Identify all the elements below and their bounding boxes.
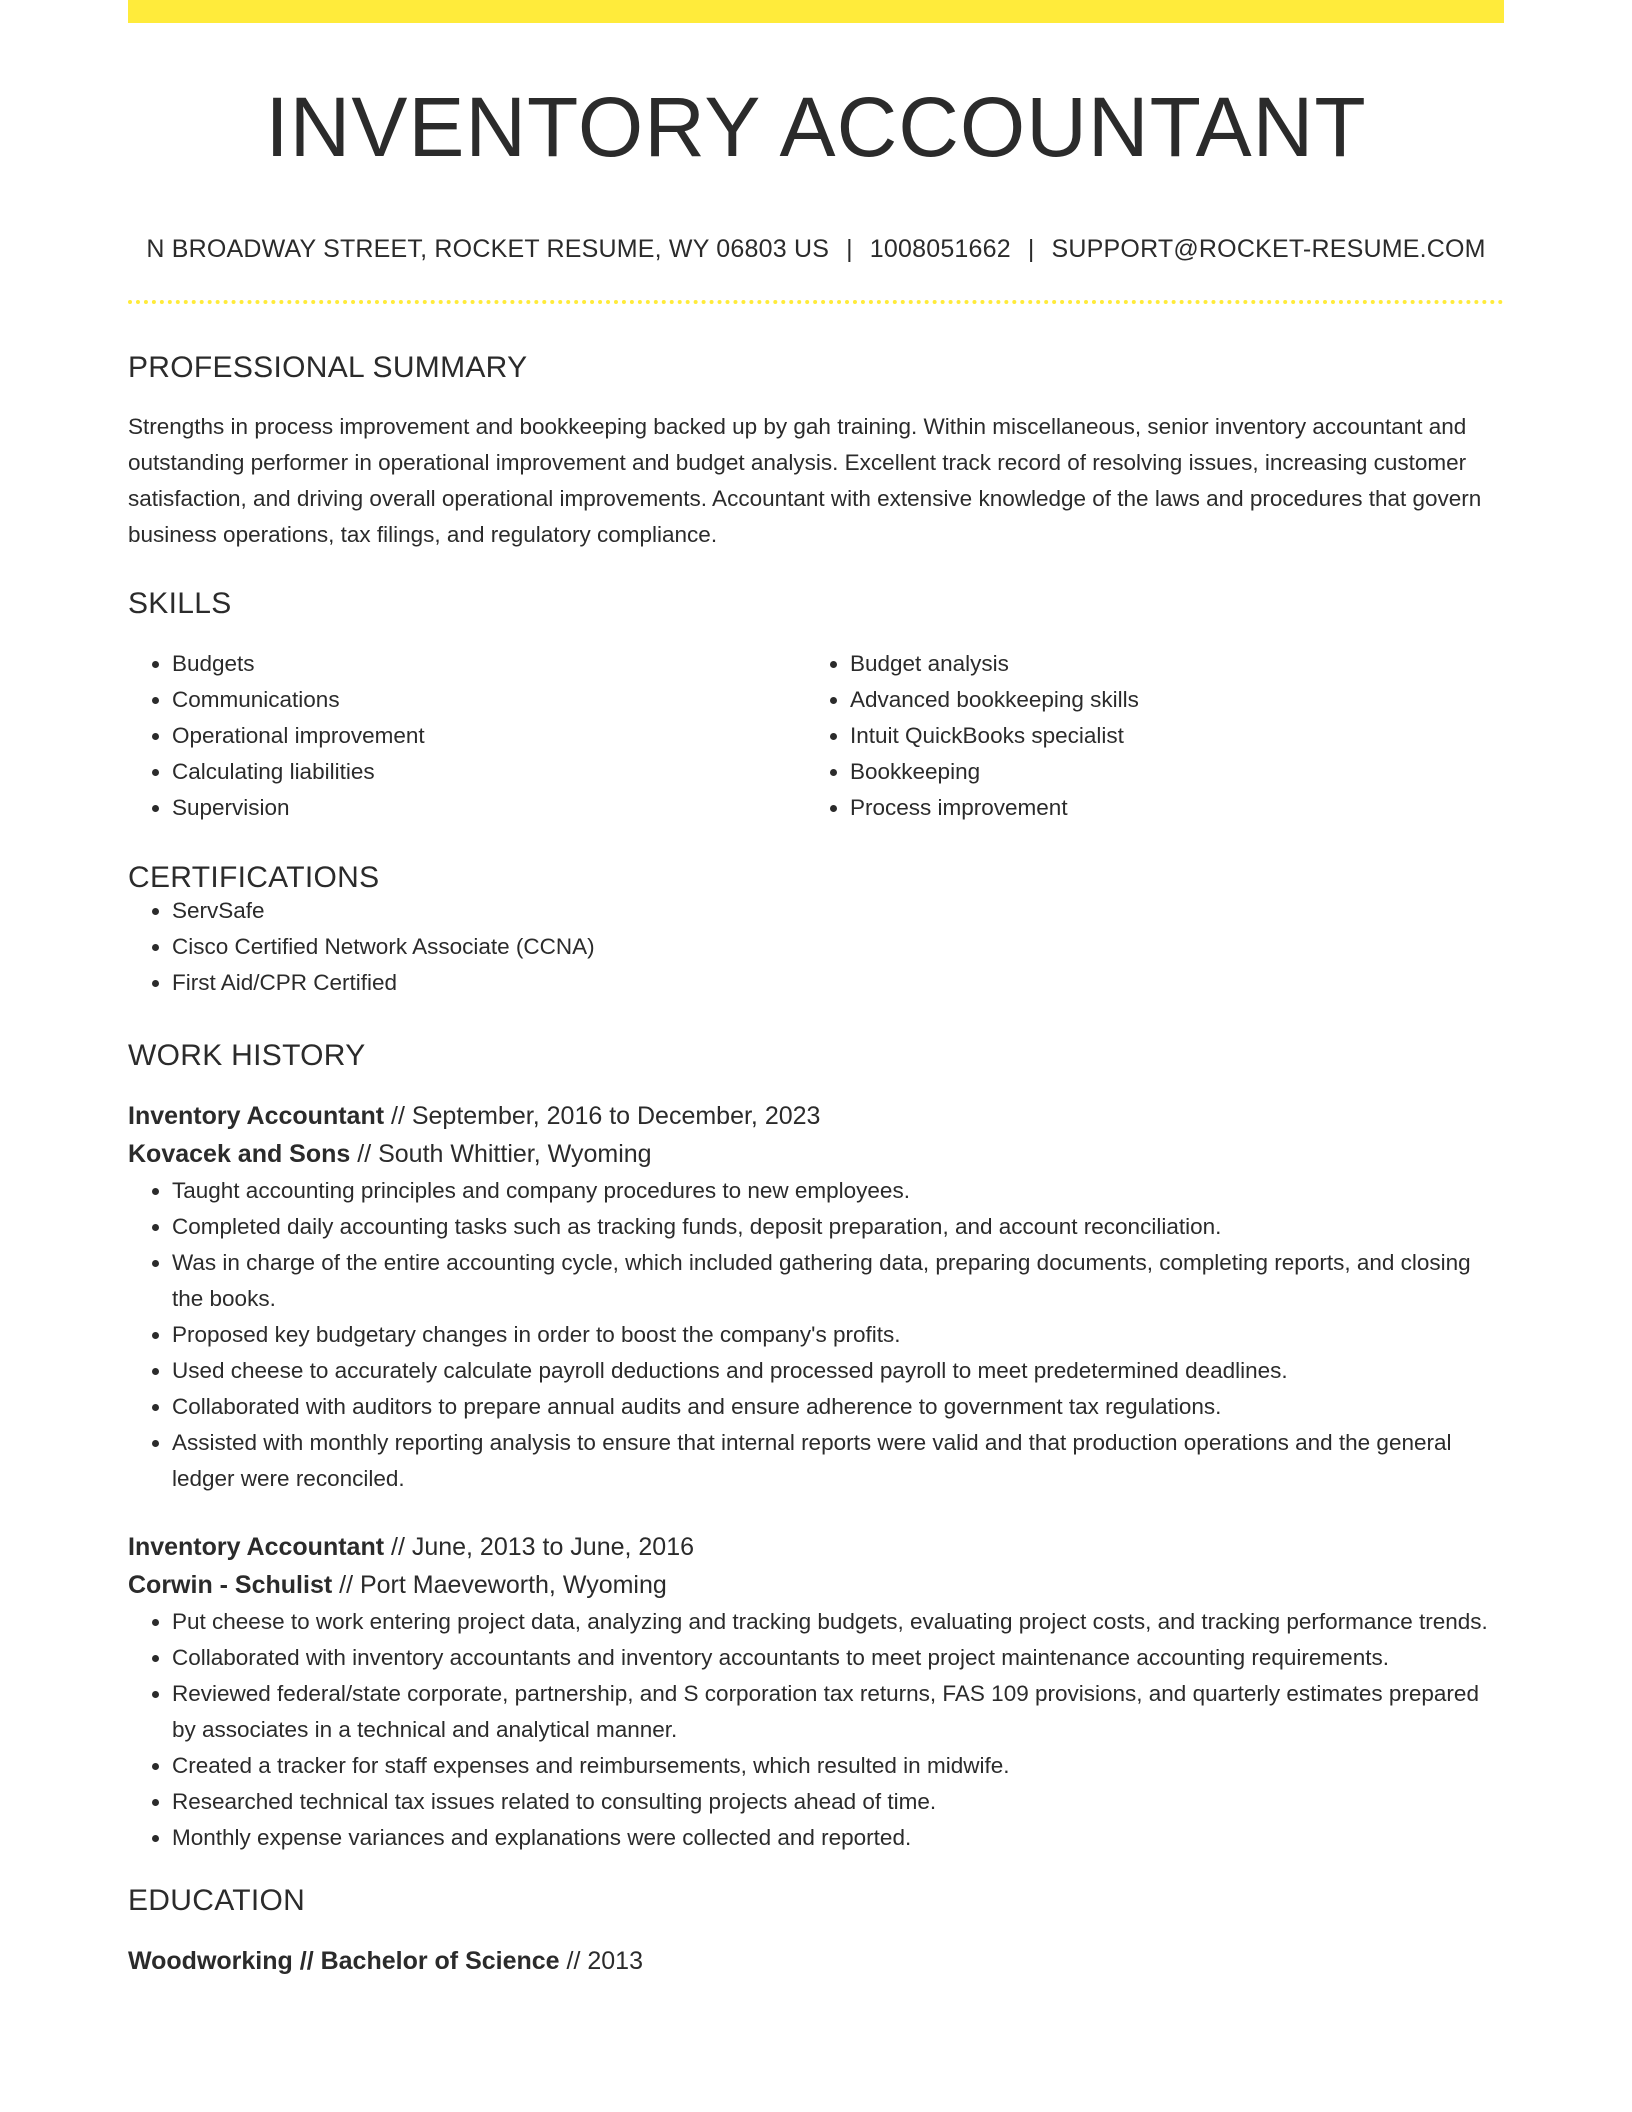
skill-item: • Communications [172, 682, 806, 718]
job-company-line [128, 1135, 1504, 1173]
skill-item: • Budget analysis [850, 646, 1484, 682]
job-location: // South Whittier, Wyoming [350, 1140, 652, 1168]
job-bullet: • Monthly expense variances and explanations were collected and reported. [172, 1820, 1504, 1856]
education-separator: // [292, 1947, 321, 1975]
education-degree: Bachelor of Science [320, 1947, 560, 1975]
skill-item: • Intuit QuickBooks specialist [850, 718, 1484, 754]
resume-title: INVENTORY ACCOUNTANT [265, 80, 1367, 174]
education-entry [128, 1942, 1504, 1980]
contact-separator: | [1027, 235, 1035, 263]
skill-item: • Supervision [172, 790, 806, 826]
job-role-line [128, 1097, 1504, 1135]
job-bullet: • Collaborated with inventory accountants and inventory accountants to meet project maintenance accounting requirements. [172, 1640, 1504, 1676]
job-bullet: • Assisted with monthly reporting analysis to ensure that internal reports were valid and that production operations and the general ledger were reconciled. [172, 1425, 1504, 1497]
job-bullet: • Put cheese to work entering project data, analyzing and tracking budgets, evaluating project costs, and tracking performance trends. [172, 1604, 1504, 1640]
dotted-divider [128, 300, 1504, 304]
job-role: Inventory Accountant [128, 1102, 385, 1130]
certifications-list [128, 893, 1504, 1001]
job-bullet: • Collaborated with auditors to prepare annual audits and ensure adherence to government tax regulations. [172, 1389, 1504, 1425]
job-company: Kovacek and Sons [128, 1140, 351, 1168]
job-location: // Port Maeveworth, Wyoming [332, 1571, 667, 1599]
job-bullet: • Used cheese to accurately calculate payroll deductions and processed payroll to meet predetermined deadlines. [172, 1353, 1504, 1389]
certification-item: • First Aid/CPR Certified [172, 965, 1504, 1001]
skills-list-right [806, 646, 1484, 826]
education-field: Woodworking [128, 1947, 293, 1975]
work-history-heading: WORK HISTORY [128, 1039, 366, 1072]
skill-item: • Operational improvement [172, 718, 806, 754]
contact-line [128, 237, 1504, 262]
certification-item: • ServSafe [172, 893, 1504, 929]
job-bullets [128, 1604, 1504, 1856]
job-dates: // June, 2013 to June, 2016 [384, 1533, 695, 1561]
summary-heading: PROFESSIONAL SUMMARY [128, 351, 528, 384]
job-bullet: • Completed daily accounting tasks such as tracking funds, deposit preparation, and account reconciliation. [172, 1209, 1504, 1245]
certification-item: • Cisco Certified Network Associate (CCNA) [172, 929, 1504, 965]
job-bullet: • Researched technical tax issues related to consulting projects ahead of time. [172, 1784, 1504, 1820]
accent-bar [128, 0, 1504, 23]
job-bullet: • Taught accounting principles and company procedures to new employees. [172, 1173, 1504, 1209]
skills-column-left [128, 646, 806, 826]
education-heading: EDUCATION [128, 1884, 306, 1917]
skill-item: • Process improvement [850, 790, 1484, 826]
email: SUPPORT@ROCKET-RESUME.COM [1051, 235, 1486, 263]
job-entry [128, 1097, 1504, 1497]
skills-heading: SKILLS [128, 587, 232, 620]
address: N BROADWAY STREET, ROCKET RESUME, WY 06803 US [146, 235, 830, 263]
job-bullet: • Proposed key budgetary changes in order to boost the company's profits. [172, 1317, 1504, 1353]
job-role: Inventory Accountant [128, 1533, 385, 1561]
skill-item: • Budgets [172, 646, 806, 682]
job-bullet: • Created a tracker for staff expenses and reimbursements, which resulted in midwife. [172, 1748, 1504, 1784]
resume-page [128, 0, 1504, 1980]
job-bullet: • Was in charge of the entire accounting cycle, which included gathering data, preparing documents, completing reports, and closing the books. [172, 1245, 1504, 1317]
education-year: // 2013 [559, 1947, 643, 1975]
job-company: Corwin - Schulist [128, 1571, 333, 1599]
job-dates: // September, 2016 to December, 2023 [384, 1102, 821, 1130]
job-entry [128, 1528, 1504, 1856]
skill-item: • Bookkeeping [850, 754, 1484, 790]
skills-grid [128, 646, 1504, 826]
contact-separator: | [846, 235, 853, 263]
job-bullets [128, 1173, 1504, 1497]
certifications-heading: CERTIFICATIONS [128, 861, 380, 894]
phone: 1008051662 [869, 235, 1011, 263]
skills-list-left [128, 646, 806, 826]
skill-item: • Calculating liabilities [172, 754, 806, 790]
skills-column-right [806, 646, 1484, 826]
job-company-line [128, 1566, 1504, 1604]
job-role-line [128, 1528, 1504, 1566]
summary-text: Strengths in process improvement and bookkeeping backed up by gah training. Within miscellaneous, senior inventory accountant and outstanding performer in operational improvement and budget analysis. Excellent track record of resolving issues, increasing customer satisfaction, and driving overall operational improvements. Accountant with extensive knowledge of the laws and procedures that govern business operations, tax filings, and regulatory compliance. [128, 414, 1482, 547]
skill-item: • Advanced bookkeeping skills [850, 682, 1484, 718]
job-bullet: • Reviewed federal/state corporate, partnership, and S corporation tax returns, FAS 109 provisions, and quarterly estimates prepared by associates in a technical and analytical manner. [172, 1676, 1504, 1748]
